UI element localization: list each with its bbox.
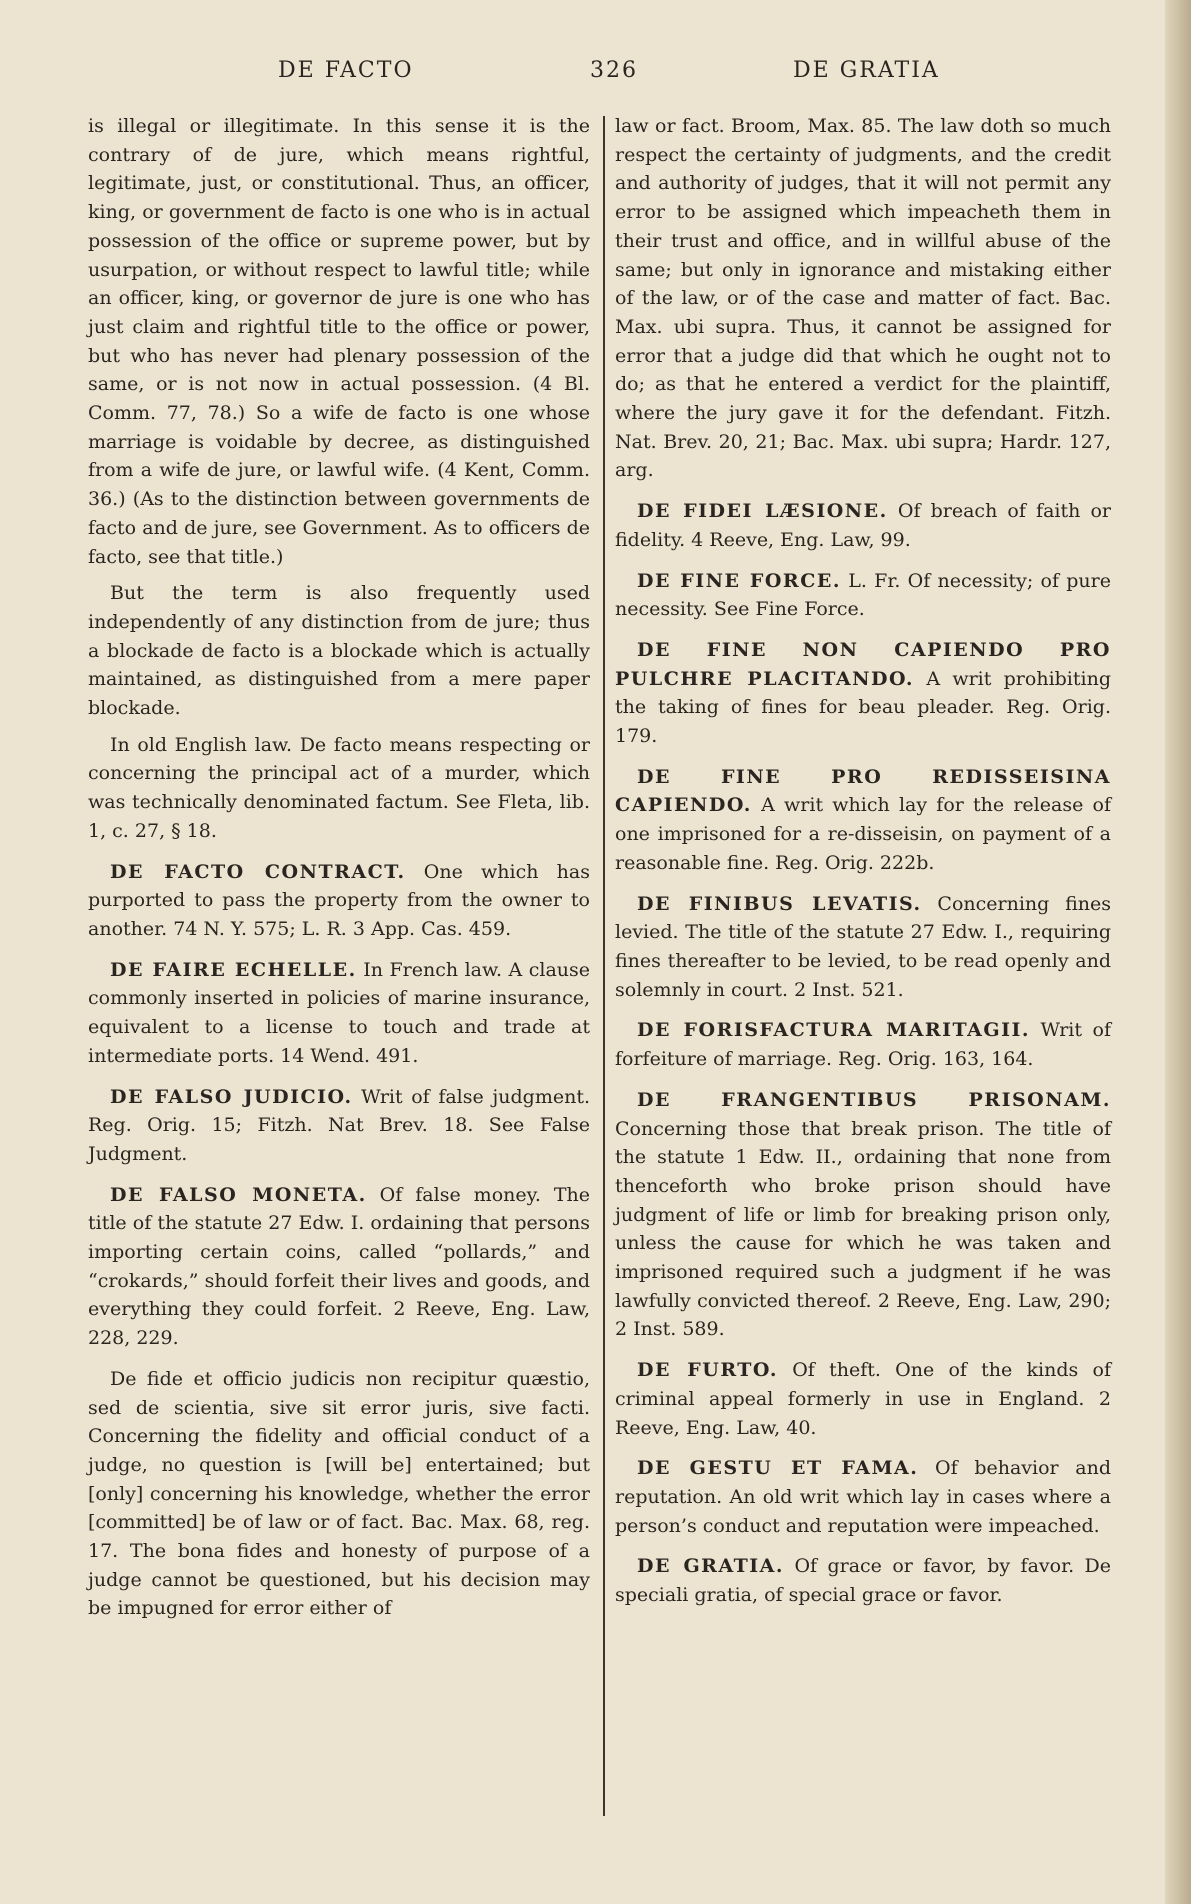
entry-definition: Concerning those that break prison. The title of the statute 1 Edw. II., ordaining that none from thenceforth who broke prison should have judgment of life or limb for breaking prison only, unless the cause for which he was taken and imprisoned required such a judgment if he was lawfully convicted thereof. 2 Reeve, Eng. Law, 290; 2 Inst. 589.: [615, 1117, 1111, 1341]
header-right-guide-word: DE GRATIA: [793, 58, 940, 83]
entry-definition: Writ of forfeiture of marriage. Reg. Orig. 163, 164.: [615, 1019, 1111, 1071]
entry-definition: L. Fr. Of necessity; of pure necessity. See Fine Force.: [615, 569, 1111, 621]
entry-headword: DE FURTO.: [637, 1359, 778, 1382]
entry-definition: Of theft. One of the kinds of criminal appeal formerly in use in England. 2 Reeve, Eng. Law, 40.: [615, 1359, 1111, 1439]
dictionary-entry: [88, 1181, 590, 1353]
paragraph: But the term is also frequently used independently of any distinction from de jure; thus a blockade de facto is a blockade which is actually maintained, as distinguished from a mere paper blockade.: [88, 582, 590, 720]
paragraph: In old English law. De facto means respecting or concerning the principal act of a murder, which was technically denominated factum. See Fleta, lib. 1, c. 27, § 18.: [88, 733, 590, 842]
paragraph: is illegal or illegitimate. In this sense it is the contrary of de jure, which means rightful, legitimate, just, or constitutional. Thus, an officer, king, or government de facto is one who is in actual possession of the office or supreme power, but by usurpation, or without respect to lawful title; while an officer, king, or governor de jure is one who has just claim and rightful title to the office or power, but who has never had plenary possession of the same, or is not now in actual possession. (4 Bl. Comm. 77, 78.) So a wife de facto is one whose marriage is voidable by decree, as distinguished from a wife de jure, or lawful wife. (4 Kent, Comm. 36.) (As to the distinction between governments de facto and de jure, see Government. As to officers de facto, see that title.): [88, 115, 590, 568]
entry-headword: DE FIDEI LÆSIONE.: [637, 500, 888, 523]
running-header: [0, 58, 1191, 94]
dictionary-entry: [88, 956, 590, 1071]
entry-definition: Of breach of faith or fidelity. 4 Reeve, Eng. Law, 99.: [615, 500, 1111, 551]
entry-headword: DE GESTU ET FAMA.: [637, 1457, 919, 1480]
dictionary-entry: [615, 1356, 1111, 1442]
entry-headword: DE FINIBUS LEVATIS.: [637, 892, 922, 915]
page-edge-shadow: [1165, 0, 1191, 1904]
entry-definition: A writ prohibiting the taking of fines for beau pleader. Reg. Orig. 179.: [615, 667, 1111, 748]
entry-definition: Concerning fines levied. The title of the statute 27 Edw. I., requiring fines thereafter to be levied, to be read openly and solemnly in court. 2 Inst. 521.: [615, 892, 1111, 1001]
dictionary-entry: [615, 890, 1111, 1005]
entry-headword: DE FALSO MONETA.: [110, 1183, 367, 1206]
entry-definition: Of grace or favor, by favor. De speciali gratia, of special grace or favor.: [615, 1555, 1111, 1607]
dictionary-entry: [615, 1016, 1111, 1073]
entry-headword: DE FINE NON CAPIENDO PRO PULCHRE PLACITANDO.: [615, 638, 1111, 690]
right-column: [615, 112, 1111, 1618]
entry-definition: A writ which lay for the release of one imprisoned for a re-disseisin, on payment of a reasonable fine. Reg. Orig. 222b.: [615, 794, 1111, 874]
dictionary-entry: [615, 1086, 1111, 1344]
page-number: 326: [590, 58, 638, 83]
entry-definition: In French law. A clause commonly inserted in policies of marine insurance, equivalent to a license to touch and trade at intermediate ports. 14 Wend. 491.: [88, 958, 591, 1067]
entry-headword: DE FRANGENTIBUS PRISONAM.: [637, 1088, 1111, 1111]
entry-definition: Writ of false judgment. Reg. Orig. 15; Fitzh. Nat Brev. 18. See False Judgment.: [88, 1085, 590, 1165]
dictionary-entry: [615, 1552, 1111, 1609]
dictionary-entry: [615, 636, 1111, 751]
header-left-guide-word: DE FACTO: [278, 58, 414, 83]
entry-headword: DE FALSO JUDICIO.: [110, 1085, 353, 1108]
left-column: [88, 112, 590, 1631]
entry-headword: DE FORISFACTURA MARITAGII.: [637, 1019, 1030, 1042]
entry-definition: Of false money. The title of the statute 27 Edw. I. ordaining that persons importing certain coins, called “pollards,” and “crokards,” should forfeit their lives and goods, and everything they could forfeit. 2 Reeve, Eng. Law, 228, 229.: [88, 1183, 590, 1350]
entry-definition: Of behavior and reputation. An old writ which lay in cases where a person’s conduct and reputation were impeached.: [615, 1457, 1111, 1537]
paragraph: De fide et officio judicis non recipitur quæstio, sed de scientia, sive sit error juris, sive facti. Concerning the fidelity and official conduct of a judge, no question is [will be] entertained; but [only] concerning his knowledge, whether the error [committed] be of law or of fact. Bac. Max. 68, reg. 17. The bona fides and honesty of purpose of a judge cannot be questioned, but his decision may be impugned for error either of: [88, 1367, 590, 1620]
entry-definition: One which has purported to pass the property from the owner to another. 74 N. Y. 575; L. R. 3 App. Cas. 459.: [88, 860, 590, 940]
dictionary-entry: [88, 1083, 590, 1169]
entry-headword: DE FAIRE ECHELLE.: [110, 958, 357, 981]
dictionary-entry: [615, 763, 1111, 878]
entry-headword: DE FINE PRO REDISSEISINA CAPIENDO.: [615, 765, 1111, 817]
dictionary-entry: [615, 497, 1111, 554]
dictionary-entry: [88, 858, 590, 944]
column-divider: [603, 116, 605, 1816]
entry-headword: DE FACTO CONTRACT.: [110, 860, 406, 883]
dictionary-entry: [615, 567, 1111, 624]
entry-headword: DE GRATIA.: [637, 1555, 785, 1578]
paragraph: law or fact. Broom, Max. 85. The law doth so much respect the certainty of judgments, and the credit and authority of judges, that it will not permit any error to be assigned which impeacheth them in their trust and office, and in willful abuse of the same; but only in ignorance and mistaking either of the law, or of the case and matter of fact. Bac. Max. ubi supra. Thus, it cannot be assigned for error that a judge did that which he ought not to do; as that he entered a verdict for the plaintiff, where the jury gave it for the defendant. Fitzh. Nat. Brev. 20, 21; Bac. Max. ubi supra; Hardr. 127, arg.: [615, 115, 1111, 482]
dictionary-entry: [615, 1454, 1111, 1540]
entry-headword: DE FINE FORCE.: [637, 569, 841, 592]
